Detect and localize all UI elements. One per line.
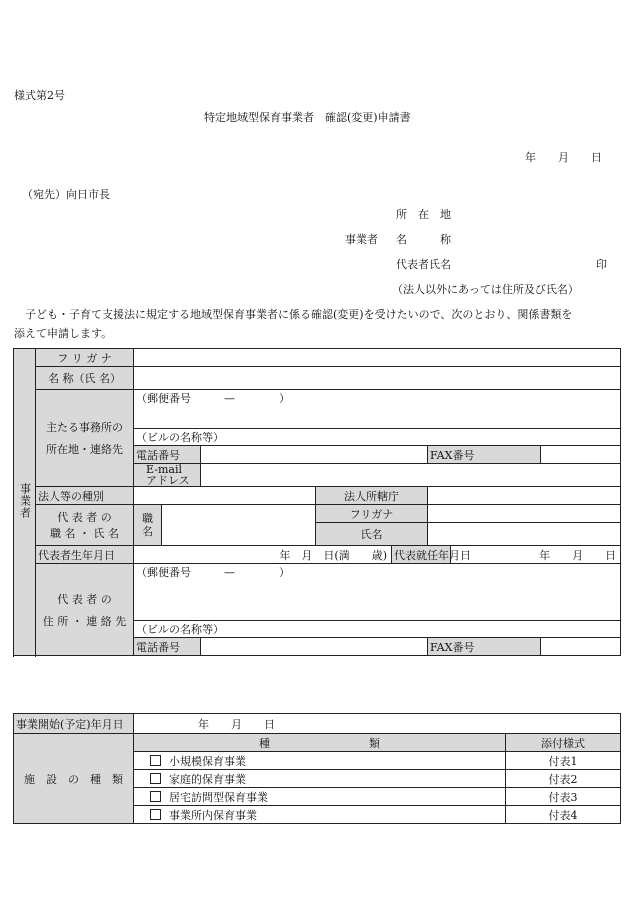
facility-label: 施 設 の 種 類 bbox=[14, 734, 134, 824]
intro-line-2: 添えて申請します。 bbox=[14, 327, 113, 340]
office-phone-label: 電話番号 bbox=[134, 446, 201, 464]
applicant-location-label: 所 在 地 bbox=[396, 208, 451, 221]
page-title: 特定地域型保育事業者 確認(変更)申請書 bbox=[204, 111, 411, 124]
applicant-note: （法人以外にあっては住所及び氏名） bbox=[392, 283, 579, 296]
facility-option-4[interactable]: 事業所内保育事業 bbox=[134, 806, 506, 824]
rep-start-label: 代表就任年月日 bbox=[392, 546, 451, 564]
attach-2: 付表2 bbox=[506, 770, 621, 788]
facility-option-1[interactable]: 小規模保育事業 bbox=[134, 752, 506, 770]
start-date-label: 事業開始(予定)年月日 bbox=[14, 714, 134, 734]
rep-building-field[interactable]: （ビルの名称等） bbox=[134, 621, 621, 638]
name-field[interactable] bbox=[134, 367, 621, 390]
corp-type-label: 法人等の種別 bbox=[36, 487, 134, 505]
checkbox-4[interactable] bbox=[150, 809, 161, 820]
furigana-label: フ リ ガ ナ bbox=[36, 349, 134, 367]
office-label: 主たる事務所の 所在地・連絡先 bbox=[36, 390, 134, 487]
corp-type-field[interactable] bbox=[134, 487, 316, 505]
rep-fax-label: FAX番号 bbox=[428, 638, 541, 656]
date-line: 年 月 日 bbox=[525, 151, 602, 164]
intro-line-1: 子ども・子育て支援法に規定する地域型保育事業者に係る確認(変更)を受けたいので、次のとおり、関係書類を bbox=[14, 308, 573, 321]
form-number: 様式第2号 bbox=[14, 89, 65, 102]
corp-authority-label: 法人所轄庁 bbox=[316, 487, 428, 505]
facility-table bbox=[13, 713, 621, 824]
office-phone-field[interactable] bbox=[201, 446, 428, 464]
rep-fax-field[interactable] bbox=[541, 638, 621, 656]
attach-3: 付表3 bbox=[506, 788, 621, 806]
facility-option-3[interactable]: 居宅訪問型保育事業 bbox=[134, 788, 506, 806]
applicant-group-label: 事業者 bbox=[345, 233, 378, 246]
checkbox-2[interactable] bbox=[150, 773, 161, 784]
facility-option-2[interactable]: 家庭的保育事業 bbox=[134, 770, 506, 788]
checkbox-1[interactable] bbox=[150, 755, 161, 766]
rep-birth-field[interactable]: 年 月 日(満 歳) bbox=[134, 546, 392, 564]
checkbox-3[interactable] bbox=[150, 791, 161, 802]
email-label: E-mail アドレス bbox=[134, 464, 201, 487]
office-building-field[interactable]: （ビルの名称等） bbox=[134, 429, 621, 446]
section-label-cell: 事業者 bbox=[14, 349, 36, 656]
office-fax-label: FAX番号 bbox=[428, 446, 541, 464]
corp-authority-field[interactable] bbox=[428, 487, 621, 505]
applicant-name-label: 名 称 bbox=[396, 233, 451, 246]
attach-4: 付表4 bbox=[506, 806, 621, 824]
rep-title-label: 代 表 者 の 職 名 ・ 氏 名 bbox=[36, 505, 134, 546]
applicant-rep-label: 代表者氏名 bbox=[396, 258, 451, 271]
rep-birth-label: 代表者生年月日 bbox=[36, 546, 134, 564]
office-fax-field[interactable] bbox=[541, 446, 621, 464]
attach-header: 添付様式 bbox=[506, 734, 621, 752]
addressee: （宛先）向日市長 bbox=[22, 188, 110, 201]
rep-postal-field[interactable]: （郵便番号 — ） bbox=[134, 564, 621, 621]
email-field[interactable] bbox=[201, 464, 621, 487]
rep-title-short: 職名 bbox=[134, 505, 162, 546]
rep-phone-field[interactable] bbox=[201, 638, 428, 656]
rep-addr-label: 代 表 者 の 住 所 ・ 連 絡 先 bbox=[36, 564, 134, 656]
rep-name-field[interactable] bbox=[428, 523, 621, 546]
attach-1: 付表1 bbox=[506, 752, 621, 770]
start-date-field[interactable]: 年 月 日 bbox=[134, 714, 621, 734]
furigana-field[interactable] bbox=[134, 349, 621, 367]
type-header: 種 類 bbox=[134, 734, 506, 752]
rep-phone-label: 電話番号 bbox=[134, 638, 201, 656]
rep-furigana-label: フリガナ bbox=[316, 505, 428, 523]
rep-start-field[interactable]: 年 月 日 bbox=[451, 546, 621, 564]
rep-name-label: 氏名 bbox=[316, 523, 428, 546]
rep-furigana-field[interactable] bbox=[428, 505, 621, 523]
office-postal-field[interactable]: （郵便番号 — ） bbox=[134, 390, 621, 429]
name-label: 名 称（氏 名） bbox=[36, 367, 134, 390]
seal-mark: 印 bbox=[596, 258, 607, 271]
rep-title-field[interactable] bbox=[162, 505, 316, 546]
application-table bbox=[13, 348, 621, 656]
